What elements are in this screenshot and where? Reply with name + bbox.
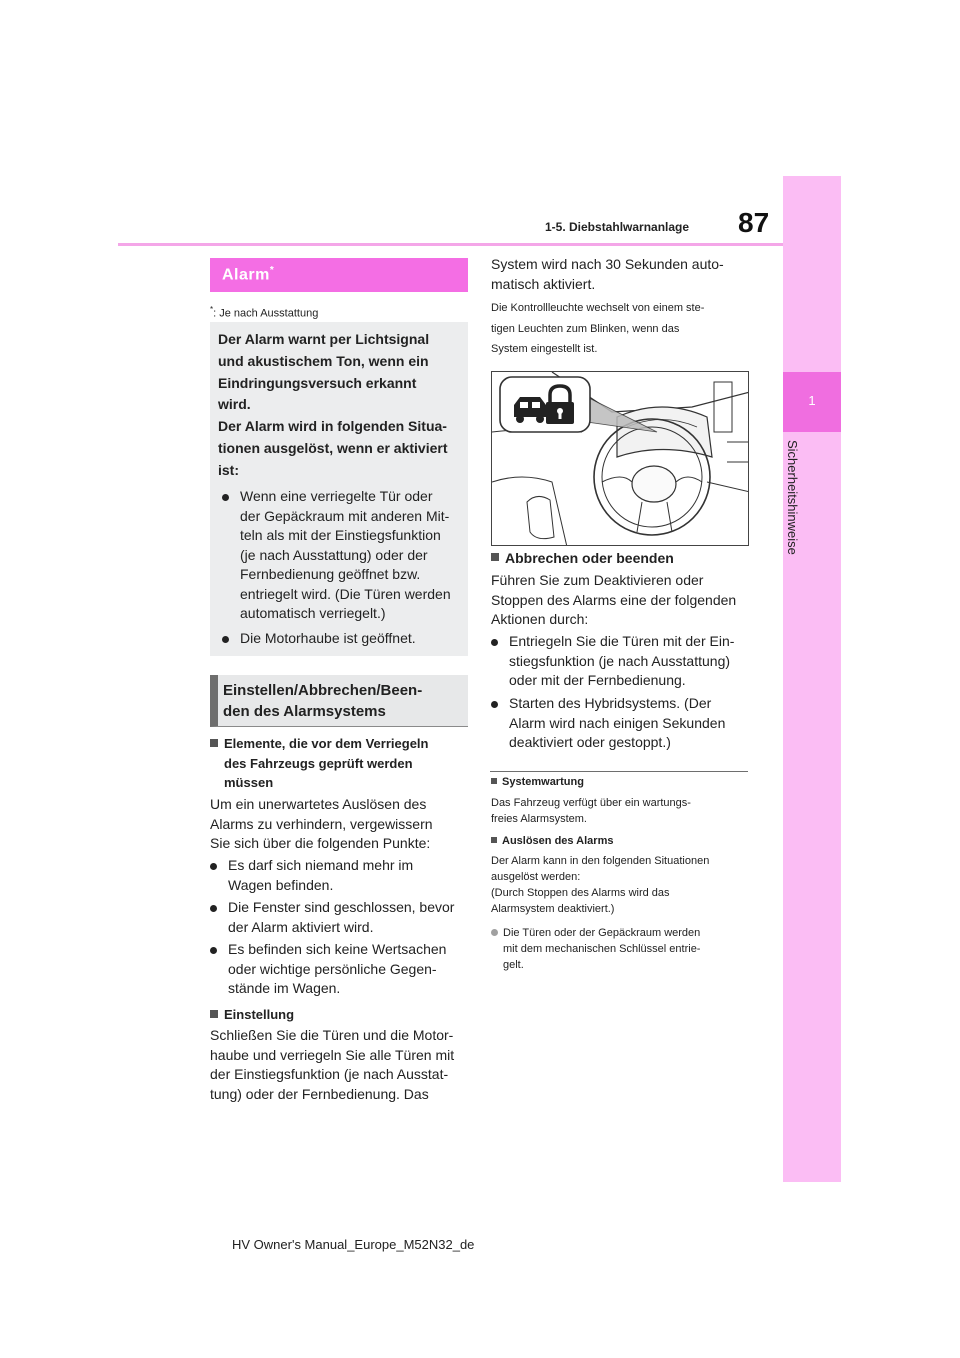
body-line: System wird nach 30 Sekunden auto- [491,256,724,272]
small-line: mit dem mechanischen Schlüssel entrie- [503,943,701,955]
cancel-subhead [491,549,753,569]
info-line: wird. [218,396,251,413]
bullet-line: Die Fenster sind geschlossen, bevor [228,899,455,915]
bullet-line: stiegsfunktion (je nach Ausstattung) [509,652,731,669]
info-line: Der Alarm warnt per Lichtsignal [218,331,430,347]
maintenance-subhead [491,776,584,788]
info-text [218,329,462,482]
bullet-line: Die Motorhaube ist geöffnet. [240,630,416,646]
bullet-line: entriegelt wird. (Die Türen werden [240,585,451,602]
note-line: tigen Leuchten zum Blinken, wenn das [491,322,680,335]
bullet-line: Starten des Hybridsystems. (Der [509,695,712,711]
cancel-bullet-item [491,694,753,753]
subhead-line: müssen [224,775,274,790]
chapter-label: Sicherheitshinweise [785,440,800,555]
footnote [210,305,318,320]
notes-divider [490,771,748,772]
check-subhead [210,734,470,793]
body-line: Aktionen durch: [491,611,589,627]
alarm-title-text: Alarm [222,266,270,284]
small-line: gelt. [503,959,524,971]
square-bullet-icon [491,553,499,561]
subhead-line: des Fahrzeugs geprüft werden [224,755,413,771]
body-line: der Einstiegsfunktion (je nach Ausstat- [210,1066,449,1082]
bullet-line: der Gepäckraum mit anderen Mit- [240,507,450,524]
check-body [210,795,472,854]
chapter-number: 1 [808,393,816,408]
header-rule [118,243,783,246]
body-line: Sie sich über die folgenden Punkte: [210,835,431,851]
note-line: System eingestellt ist. [491,343,598,355]
bullet-line: oder wichtige persönliche Gegen- [228,960,437,977]
bullet-line: oder mit der Fernbedienung. [509,672,686,688]
bullet-line: Wagen befinden. [228,876,334,893]
trigger-bullet-item [491,925,753,973]
bullet-line: automatisch verriegelt.) [240,605,386,621]
footnote-text: : Je nach Ausstattung [213,307,319,320]
body-line: Stoppen des Alarms eine der folgenden [491,591,737,608]
page-number: 87 [738,207,770,238]
bullet-dot-icon [210,947,217,954]
small-line: freies Alarmsystem. [491,813,587,825]
bullet-dot-icon [210,905,217,912]
bullet-dot-icon [491,929,498,936]
bullet-dot-icon [210,863,217,870]
small-line: Die Türen oder der Gepäckraum werden [503,927,701,939]
dashboard-drawing [492,372,749,546]
bullet-line: teln als mit der Einstiegsfunktion [240,527,441,543]
bullet-line: stände im Wagen. [228,980,341,996]
manual-footer: HV Owner's Manual_Europe_M52N32_de [232,1237,475,1252]
footnote-mark: * [210,305,214,314]
cancel-bullet-item [491,632,753,691]
section-header: 1-5. Diebstahlwarnanlage [545,220,690,234]
check-bullet-item [210,940,472,999]
info-line: Eindringungsversuch erkannt [218,374,417,391]
bullet-line: Alarm wird nach einigen Sekunden [509,714,726,731]
bullet-line: Entriegeln Sie die Türen mit der Ein- [509,633,735,649]
square-bullet-icon [491,837,497,843]
cancel-body [491,571,753,630]
info-bullet-item [222,629,466,649]
info-bullet-item [222,487,466,624]
bullet-line: Wenn eine verriegelte Tür oder [240,488,433,504]
body-line: Alarms zu verhindern, vergewissern [210,815,433,832]
indicator-note [491,298,753,360]
check-bullet-item [210,856,472,895]
bullet-dot-icon [491,639,498,646]
alarm-title-mark: * [269,265,275,276]
bullet-line: (je nach Ausstattung) oder der [240,546,428,563]
trigger-body [491,853,753,917]
setting-subhead [210,1005,470,1025]
body-line: Führen Sie zum Deaktivieren oder [491,572,704,588]
square-bullet-icon [210,739,218,747]
section-heading [223,680,463,722]
subhead-line: Systemwartung [502,776,584,788]
bullet-line: deaktiviert oder gestoppt.) [509,734,671,750]
small-line: ausgelöst werden: [491,871,581,883]
bullet-line: Es befinden sich keine Wertsachen [228,941,447,957]
body-line: matisch aktiviert. [491,275,596,292]
check-bullet-item [210,898,472,937]
dashboard-illustration [491,371,749,546]
note-line: Die Kontrollleuchte wechselt von einem ste- [491,302,705,314]
small-line: Das Fahrzeug verfügt über ein wartungs- [491,797,691,809]
bullet-dot-icon [222,636,229,643]
chapter-side-tab [783,176,841,1182]
bullet-line: Fernbedienung geöffnet bzw. [240,566,421,582]
small-line: Alarmsystem deaktiviert.) [491,903,615,915]
body-line: Um ein unerwartetes Auslösen des [210,796,427,812]
bullet-dot-icon [222,494,229,501]
subhead-line: Einstellung [224,1007,295,1022]
small-line: (Durch Stoppen des Alarms wird das [491,887,670,899]
subhead-line: Elemente, die vor dem Verriegeln [224,736,429,751]
continued-body [491,255,753,294]
subhead-line: Auslösen des Alarms [502,835,614,847]
setting-body [210,1026,472,1104]
bullet-line: Es darf sich niemand mehr im [228,857,414,873]
alarm-title [222,265,274,284]
square-bullet-icon [210,1010,218,1018]
info-line: tionen ausgelöst, wenn er aktiviert [218,439,448,456]
maintenance-body [491,795,753,827]
heading-line: Einstellen/Abbrechen/Been- [223,682,423,699]
info-line: und akustischem Ton, wenn ein [218,352,429,369]
bullet-line: der Alarm aktiviert wird. [228,918,374,935]
info-line: ist: [218,461,239,478]
trigger-subhead [491,835,613,847]
square-bullet-icon [491,778,497,784]
heading-line: den des Alarmsystems [223,703,386,720]
info-line: Der Alarm wird in folgenden Situa- [218,418,447,435]
small-line: Der Alarm kann in den folgenden Situationen [491,855,710,867]
body-line: haube und verriegeln Sie alle Türen mit [210,1046,455,1063]
body-line: tung) oder der Fernbedienung. Das [210,1085,429,1102]
subhead-line: Abbrechen oder beenden [505,550,674,566]
body-line: Schließen Sie die Türen und die Motor- [210,1027,454,1043]
bullet-dot-icon [491,701,498,708]
